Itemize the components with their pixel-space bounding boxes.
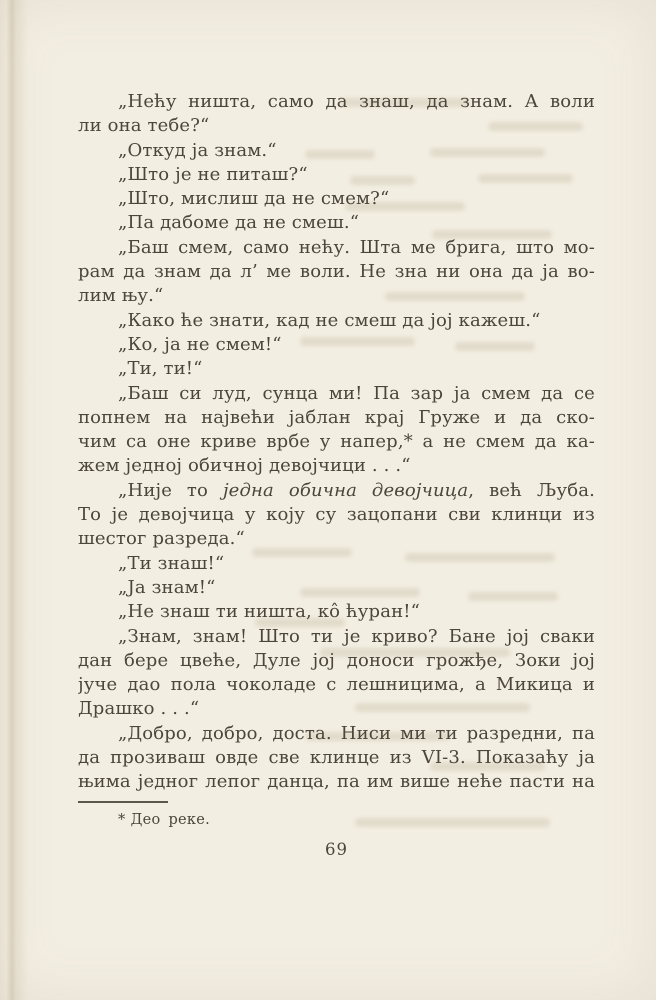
text-line: рам да знам да л’ ме воли. Не зна ни она да ја во- [78, 261, 595, 283]
footnote-text: Део реке. [130, 812, 211, 828]
text-line: Драшко . . .“ [78, 698, 200, 720]
text-line: лим њу.“ [78, 285, 164, 307]
text-line: „Па дабоме да не смеш.“ [118, 212, 360, 234]
text-line: „Није то једна обична девојчица, већ Љуба. [118, 479, 595, 501]
text-line: То је девојчица у коју су зацопани сви клинци из [78, 504, 595, 526]
text-block [78, 90, 595, 795]
paragraph [78, 333, 595, 357]
footnote-marker: * [118, 812, 126, 828]
paragraph [78, 357, 595, 381]
text-line: „Нећу ништа, само да знаш, да знам. А воли [118, 91, 595, 112]
text-line: чим са оне криве врбе у напер,* а не смем да ка- [78, 431, 595, 453]
text-line: „Ти знаш!“ [118, 552, 225, 574]
paragraph [78, 187, 595, 211]
paragraph [78, 236, 595, 309]
text-line: да прозиваш овде све клинце из VI-3. Показаћу ја [78, 747, 595, 769]
text-line: ли она тебе?“ [78, 115, 210, 137]
text-line: шестог разреда.“ [78, 528, 245, 550]
text-line: „Што, мислиш да не смем?“ [118, 188, 390, 210]
text-line: „Баш си луд, сунца ми! Па зар ја смем да се [118, 382, 595, 404]
text-line: „Знам, знам! Што ти је криво? Бане јој сваки [118, 625, 595, 647]
footnote-rule [78, 801, 168, 803]
text-line: „Баш смем, само нећу. Шта ме брига, што мо- [118, 236, 595, 258]
page-gutter-shadow [0, 0, 30, 1000]
text-line: „Ко, ја не смем!“ [118, 333, 282, 355]
text-line: жем једној обичној девојчици . . .“ [78, 455, 411, 477]
text-line: „Добро, добро, доста. Ниси ми ти разредни, па [118, 722, 595, 744]
page-number: 69 [325, 840, 348, 859]
text-line: „Откуд ја знам.“ [118, 139, 277, 161]
paragraph [78, 576, 595, 600]
paragraph [78, 90, 595, 139]
paragraph [78, 139, 595, 163]
paragraph [78, 625, 595, 722]
footnote [118, 810, 210, 830]
text-line: јуче дао пола чоколаде с лешницима, а Микица и [78, 674, 595, 696]
text-line: „Како ће знати, кад не смеш да јој кажеш.“ [118, 309, 541, 331]
text-line: дан бере цвеће, Дуле јој доноси грожђе, Зоки јој [78, 649, 595, 671]
paragraph [78, 382, 595, 479]
paragraph [78, 479, 595, 552]
paragraph [78, 163, 595, 187]
paragraph [78, 552, 595, 576]
text-line: „Ти, ти!“ [118, 358, 203, 380]
text-line: „Што је не питаш?“ [118, 163, 308, 185]
text-line: њима једног лепог данца, па им више неће пасти на [78, 771, 595, 793]
text-line: попнем на највећи јаблан крај Груже и да ско- [78, 406, 595, 428]
paragraph [78, 309, 595, 333]
paragraph [78, 600, 595, 624]
paragraph [78, 211, 595, 235]
text-line: „Не знаш ти ништа, кô ћуран!“ [118, 601, 420, 623]
text-line: „Ја знам!“ [118, 576, 216, 598]
paragraph [78, 722, 595, 795]
